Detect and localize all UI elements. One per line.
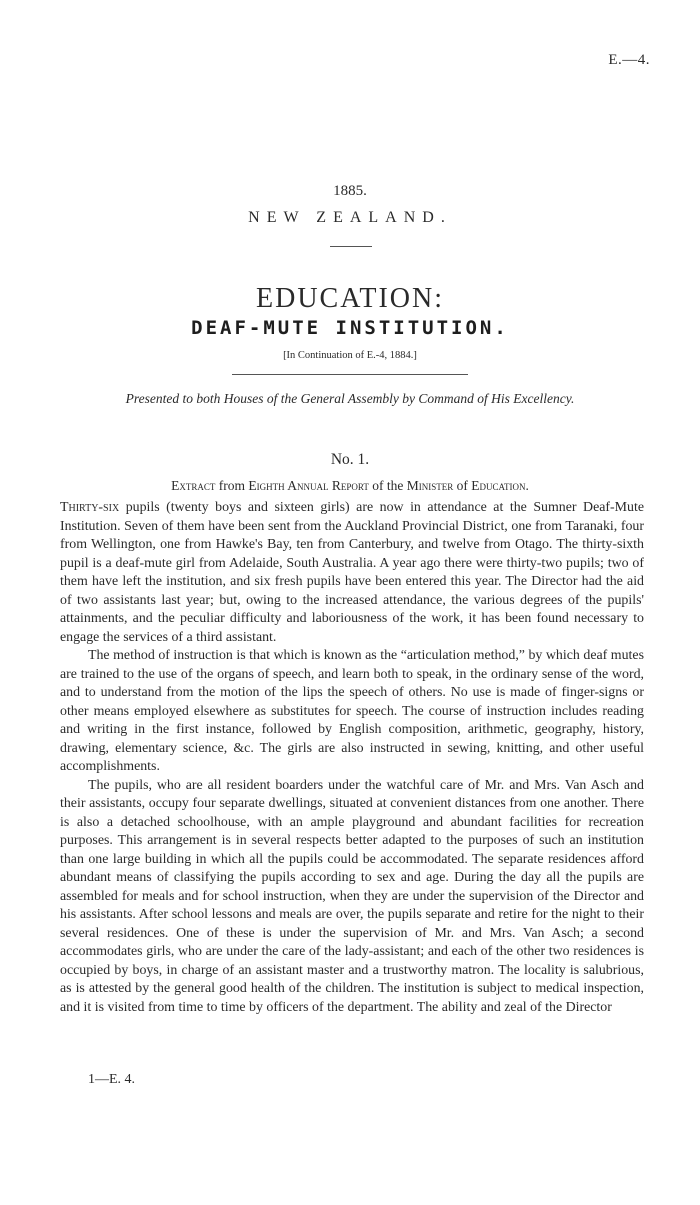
section-number: No. 1. [330, 451, 370, 468]
footer-signature: 1—E. 4. [88, 1072, 136, 1087]
extract-minister: Minister [406, 478, 454, 493]
extract-word: Extract [171, 478, 216, 493]
continuation-note: [In Continuation of E.-4, 1884.] [283, 350, 417, 361]
main-title: EDUCATION: [256, 283, 444, 314]
paragraph-1-text: pupils (twenty boys and sixteen girls) are now in attendance at the Sumner Deaf-Mute Institution. Seven of them have been sent from the Auckland Provincial District, one from Taranaki, four from Wellington, one from Hawke's Bay, ten from Canterbury, and twelve from Otago. The thirty-sixth pupil is a deaf-mute girl from Adelaide, South Australia. A year ago there were thirty-two pupils; two of them have left the institution, and six fresh pupils have been entered this year. The Director had the aid of two assistants last year; but, owing to the increased attendance, the various degrees of the pupils' attainments, and the peculiar difficulty and laboriousness of the work, it has been found necessary to engage the services of a third assistant. [60, 500, 644, 645]
publication-year: 1885. [333, 183, 367, 199]
extract-from: from [215, 478, 249, 493]
paragraph-1 [60, 499, 644, 647]
country-heading: NEW ZEALAND. [248, 209, 452, 226]
sub-title: DEAF-MUTE INSTITUTION. [191, 317, 509, 339]
extract-of: of the [368, 478, 407, 493]
presented-line: Presented to both Houses of the General Assembly by Command of His Excellency. [125, 391, 575, 406]
extract-education: Education. [471, 478, 529, 493]
body-text [60, 499, 644, 1017]
long-divider [232, 374, 468, 375]
short-divider [330, 246, 372, 247]
paragraph-3: The pupils, who are all resident boarders under the watchful care of Mr. and Mrs. Van Asch and their assistants, occupy four separate dwellings, situated at convenient distances from one another. There is also a detached schoolhouse, with an ample playground and abundant facilities for recreation purposes. This arrangement is in several respects better adapted to the purposes of such an institution than one large building in which all the pupils could be accommodated. The separate residences afford abundant means of classifying the pupils according to sex and age. During the day all the pupils are assembled for meals and for school instruction, when they are under the supervision of the Director and his assistants. After school lessons and meals are over, the pupils separate and retire for the night to their several residences. One of these is under the supervision of Mr. and Mrs. Van Asch; a second accommodates girls, who are under the care of the lady-assistant; and each of the other two residences is occupied by boys, in charge of an assistant master and a trustworthy matron. The locality is salubrious, as is attested by the general good health of the children. The institution is subject to medical inspection, and it is visited from time to time by officers of the department. The ability and zeal of the Director [60, 777, 644, 1015]
extract-report: Eighth Annual Report [248, 478, 369, 493]
paragraph-2: The method of instruction is that which is known as the “articulation method,” by which deaf mutes are trained to the use of the organs of speech, and learn both to speak, in the ordinary sense of the word, and to understand from the motion of the lips the speech of others. No use is made of finger-signs or other means employed elsewhere as substitutes for speech. The course of instruction includes reading and writing in the first instance, followed by English composition, arithmetic, geography, history, drawing, elementary science, &c. The girls are also instructed in sewing, knitting, and other useful accomplishments. [60, 648, 644, 774]
paragraph-1-lead: Thirty-six [60, 500, 120, 515]
extract-of-2: of [453, 478, 472, 493]
extract-heading [0, 478, 700, 494]
paper-code: E.—4. [608, 52, 650, 68]
